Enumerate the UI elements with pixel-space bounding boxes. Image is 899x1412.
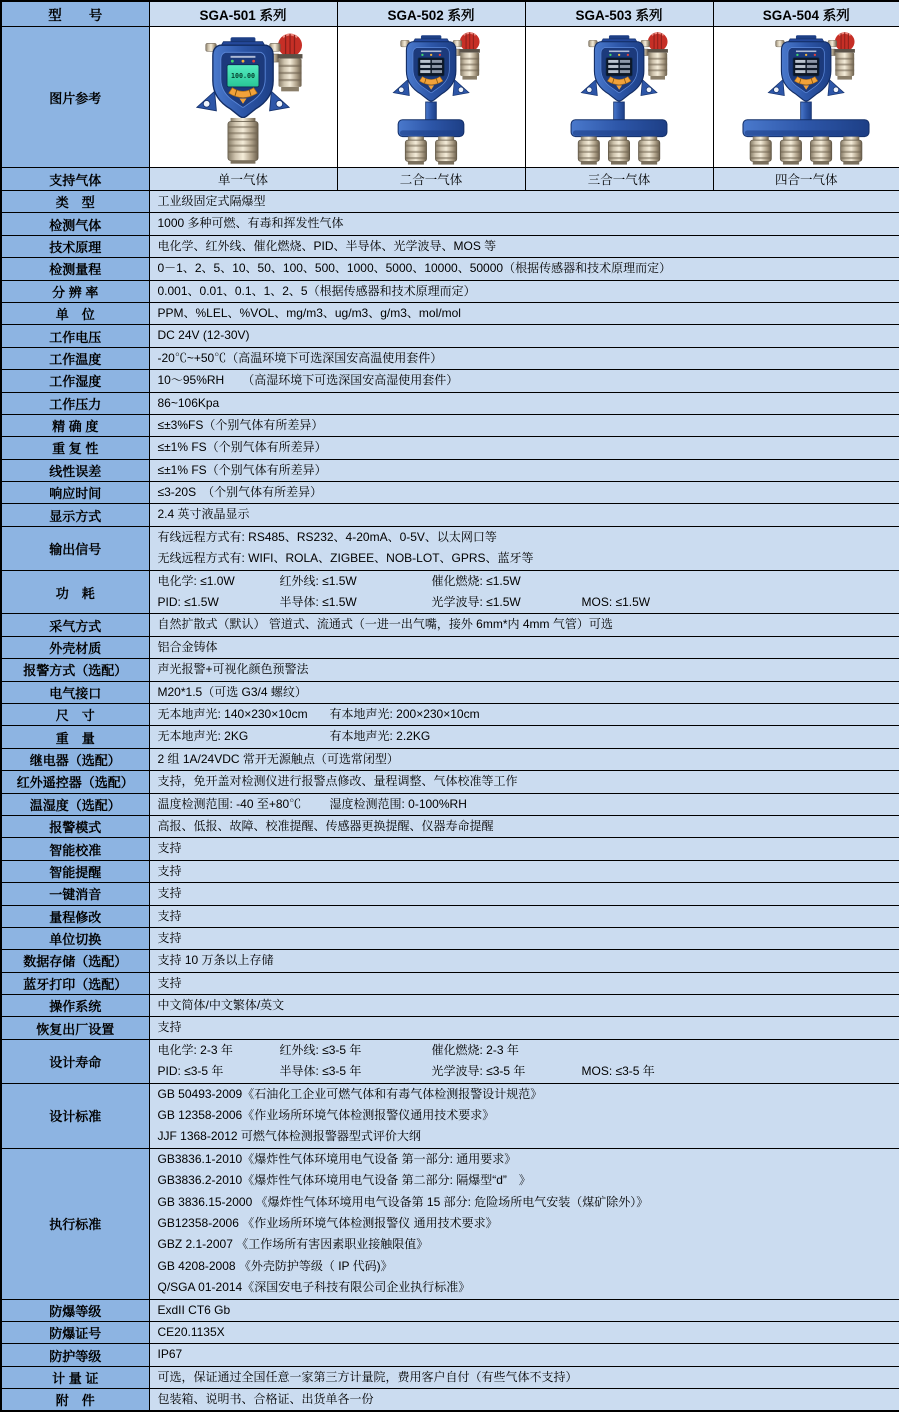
spec-label: 蓝牙打印（选配） [1,972,149,994]
spec-value-line: 1000 多种可燃、有毒和挥发性气体 [157,216,344,231]
spec-label: 电气接口 [1,681,149,703]
spec-value-line [158,1061,898,1082]
spec-value-line: 无线远程方式有: WIFI、ROLA、ZIGBEE、NOB-LOT、GPRS、蓝牙等 [157,551,534,566]
spec-label: 重 复 性 [1,437,149,459]
spec-label: 工作电压 [1,325,149,347]
header-label-model: 型 号 [1,1,149,27]
header-row [1,1,899,27]
spec-label: 数据存储（选配） [1,950,149,972]
spec-value-segment: 有本地声光: 2.2KG [329,729,431,744]
spec-value-segment: 电化学: ≤1.0W [157,573,235,588]
spec-value [149,1366,899,1388]
spec-row [1,1299,899,1321]
spec-value [149,659,899,681]
spec-value-line: GB 50493-2009《石油化工企业可燃气体和有毒气体检测报警设计规范》 [157,1086,543,1101]
spec-label: 报警模式 [1,815,149,837]
spec-value-line [158,726,898,747]
spec-value-segment: PID: ≤1.5W [157,595,219,610]
spec-label: 量程修改 [1,905,149,927]
spec-row [1,793,899,815]
spec-row [1,1039,899,1083]
spec-value [149,927,899,949]
spec-row [1,860,899,882]
spec-row [1,280,899,302]
spec-row [1,235,899,257]
spec-value-line: 有线远程方式有: RS485、RS232、4-20mA、0-5V、以太网口等 [157,529,497,544]
spec-value [149,681,899,703]
spec-value-line: 2.4 英寸液晶显示 [157,507,250,522]
spec-value-line: GB3836.1-2010《爆炸性气体环境用电气设备 第一部分: 通用要求》 [157,1151,517,1166]
spec-row [1,1366,899,1388]
spec-value-line: 电化学、红外线、催化燃烧、PID、半导体、光学波导、MOS 等 [157,238,497,253]
spec-row [1,636,899,658]
spec-value-line: M20*1.5（可选 G3/4 螺纹） [157,684,307,699]
spec-label: 功 耗 [1,570,149,614]
supported-gas-value: 二合一气体 [337,168,525,191]
spec-value-line: 支持 [157,975,182,990]
spec-value-segment: 温度检测范围: -40 至+80℃ [157,796,302,811]
spec-label: 设计标准 [1,1083,149,1148]
spec-value-line: Q/SGA 01-2014《深国安电子科技有限公司企业执行标准》 [157,1280,471,1295]
spec-label: 防护等级 [1,1344,149,1366]
spec-label: 单位切换 [1,927,149,949]
spec-label: 工作湿度 [1,370,149,392]
spec-value-line: GB 12358-2006《作业场所环境气体检测报警仪通用技术要求》 [157,1108,495,1123]
spec-label: 继电器（选配） [1,748,149,770]
spec-value-line: ≤±3%FS（个别气体有所差异） [157,417,324,432]
spec-label: 一键消音 [1,883,149,905]
spec-value [149,191,899,213]
spec-value [149,793,899,815]
spec-value-segment: PID: ≤3-5 年 [157,1064,224,1079]
spec-value-line [158,571,898,592]
spec-value-segment: 红外线: ≤1.5W [279,573,357,588]
spec-value-line: PPM、%LEL、%VOL、mg/m3、ug/m3、g/m3、mol/mol [157,305,461,320]
spec-label: 红外遥控器（选配） [1,771,149,793]
spec-row [1,995,899,1017]
spec-row [1,347,899,369]
spec-value-segment: 无本地声光: 2KG [157,729,249,744]
spec-label: 单 位 [1,302,149,324]
supported-gas-label: 支持气体 [1,168,149,191]
spec-row [1,703,899,725]
header-model-sga501: SGA-501 系列 [149,1,337,27]
spec-row [1,302,899,324]
spec-value [149,437,899,459]
spec-value-line: 高报、低报、故障、校准提醒、传感器更换提醒、仪器寿命提醒 [157,818,494,833]
spec-label: 精 确 度 [1,414,149,436]
header-model-sga502: SGA-502 系列 [337,1,525,27]
spec-label: 检测量程 [1,258,149,280]
spec-label: 执行标准 [1,1148,149,1299]
image-row-label: 图片参考 [1,27,149,168]
spec-label: 尺 寸 [1,703,149,725]
gas-detector-image [149,27,337,168]
spec-value-line: 支持，免开盖对检测仪进行报警点修改、量程调整、气体校准等工作 [157,774,518,789]
spec-value [149,1148,899,1299]
spec-value [149,1321,899,1343]
spec-row [1,213,899,235]
spec-row [1,392,899,414]
spec-label: 重 量 [1,726,149,748]
spec-label: 报警方式（选配） [1,659,149,681]
spec-value-line: 2 组 1A/24VDC 常开无源触点（可选常闭型） [157,751,399,766]
spec-label: 防爆证号 [1,1321,149,1343]
spec-value-line: 10～95%RH （高湿环境下可选深国安高湿使用套件） [157,373,459,388]
spec-value-segment: MOS: ≤3-5 年 [581,1064,655,1079]
spec-row [1,950,899,972]
spec-label: 设计寿命 [1,1039,149,1083]
spec-value-line: IP67 [157,1347,183,1362]
spec-row [1,414,899,436]
spec-value-line: 包装箱、说明书、合格证、出货单各一份 [157,1392,374,1407]
spec-value [149,614,899,636]
spec-value-line [158,1040,898,1061]
spec-label: 附 件 [1,1389,149,1412]
spec-value [149,726,899,748]
spec-value [149,1344,899,1366]
spec-value-line: GB3836.2-2010《爆炸性气体环境用电气设备 第二部分: 隔爆型“d” 》 [157,1173,531,1188]
gas-detector-image [525,27,713,168]
spec-row [1,526,899,570]
spec-label: 智能提醒 [1,860,149,882]
spec-value-line: 支持 [157,908,182,923]
spec-label: 工作压力 [1,392,149,414]
spec-value [149,995,899,1017]
spec-value [149,213,899,235]
spec-row [1,482,899,504]
spec-row [1,614,899,636]
spec-row [1,370,899,392]
spec-value-line: 支持 10 万条以上存储 [157,953,274,968]
spec-row [1,815,899,837]
spec-value [149,370,899,392]
spec-row [1,191,899,213]
gas-detector-image [337,27,525,168]
spec-value [149,748,899,770]
spec-value-line: ≤±1% FS（个别气体有所差异） [157,462,327,477]
spec-value [149,392,899,414]
header-model-sga504: SGA-504 系列 [713,1,899,27]
spec-value-line: 0－1、2、5、10、50、100、500、1000、5000、10000、50000（根据传感器和技术原理而定） [157,261,672,276]
spec-value [149,258,899,280]
spec-value-segment: 无本地声光: 140×230×10cm [157,706,308,721]
spec-row [1,437,899,459]
spec-row [1,972,899,994]
svg-text:100.00: 100.00 [231,72,255,81]
spec-value-line: 中文简体/中文繁体/英文 [157,998,285,1013]
spec-value-line: ExdII CT6 Gb [157,1302,231,1317]
spec-label: 输出信号 [1,526,149,570]
spec-label: 线性误差 [1,459,149,481]
spec-row [1,726,899,748]
spec-value [149,325,899,347]
spec-value-line: CE20.1135X [157,1324,225,1339]
spec-value-segment: 电化学: 2-3 年 [157,1042,233,1057]
spec-row [1,1017,899,1039]
spec-value-line [158,704,898,725]
spec-value-line: 86~106Kpa [157,395,220,410]
spec-label: 恢复出厂设置 [1,1017,149,1039]
spec-value [149,771,899,793]
spec-row [1,659,899,681]
spec-value-line: GB 3836.15-2000 《爆炸性气体环境用电气设备第 15 部分: 危险场所电气安装（煤矿除外）》 [157,1194,649,1209]
spec-value [149,905,899,927]
spec-value [149,302,899,324]
spec-value-line: 铝合金铸体 [157,639,218,654]
spec-value [149,1389,899,1412]
spec-value-line: ≤±1% FS（个别气体有所差异） [157,440,327,455]
spec-value [149,280,899,302]
spec-value-segment: 有本地声光: 200×230×10cm [329,706,480,721]
spec-value [149,703,899,725]
spec-row [1,748,899,770]
spec-row [1,1083,899,1148]
spec-value [149,1083,899,1148]
spec-value-line: 可选，保证通过全国任意一家第三方计量院，费用客户自付（有些气体不支持） [157,1369,578,1384]
gas-detector-image [713,27,899,168]
spec-value-line: 支持 [157,863,182,878]
spec-value [149,482,899,504]
spec-value [149,815,899,837]
spec-value [149,504,899,526]
spec-label: 操作系统 [1,995,149,1017]
spec-row [1,927,899,949]
spec-label: 温湿度（选配） [1,793,149,815]
spec-label: 采气方式 [1,614,149,636]
spec-value [149,1299,899,1321]
spec-row [1,883,899,905]
spec-value-segment: 半导体: ≤3-5 年 [279,1064,362,1079]
spec-value-segment: 湿度检测范围: 0-100%RH [329,796,467,811]
spec-value [149,950,899,972]
spec-label: 检测气体 [1,213,149,235]
spec-value-line: GBZ 2.1-2007 《工作场所有害因素职业接触限值》 [157,1237,429,1252]
spec-label: 工作温度 [1,347,149,369]
spec-row [1,1389,899,1412]
spec-value-line: JJF 1368-2012 可燃气体检测报警器型式评价大纲 [157,1129,421,1144]
spec-value-line: ≤3-20S （个别气体有所差异） [157,485,323,500]
spec-value-line [158,592,898,613]
spec-value-segment: 催化燃烧: 2-3 年 [431,1042,519,1057]
spec-label: 外壳材质 [1,636,149,658]
spec-value [149,570,899,614]
spec-value [149,972,899,994]
spec-row [1,504,899,526]
spec-label: 响应时间 [1,482,149,504]
spec-value-segment: 催化燃烧: ≤1.5W [431,573,521,588]
spec-value-line: 0.001、0.01、0.1、1、2、5（根据传感器和技术原理而定） [157,283,476,298]
spec-value-line: 自然扩散式（默认） 管道式、流通式（一进一出气嘴，接外 6mm*内 4mm 气管）可选 [157,617,613,632]
spec-row [1,1148,899,1299]
spec-value [149,883,899,905]
header-model-sga503: SGA-503 系列 [525,1,713,27]
spec-value-line: 支持 [157,886,182,901]
spec-row [1,459,899,481]
spec-row [1,570,899,614]
spec-value [149,414,899,436]
spec-row [1,771,899,793]
spec-label: 技术原理 [1,235,149,257]
spec-value [149,1017,899,1039]
spec-value [149,459,899,481]
spec-value-segment: 红外线: ≤3-5 年 [279,1042,362,1057]
spec-row [1,905,899,927]
spec-value-line: 声光报警+可视化颜色预警法 [157,662,309,677]
supported-gas-value: 单一气体 [149,168,337,191]
spec-value [149,235,899,257]
supported-gas-row [1,168,899,191]
spec-label: 显示方式 [1,504,149,526]
spec-label: 防爆等级 [1,1299,149,1321]
spec-label: 类 型 [1,191,149,213]
spec-value-line: DC 24V (12-30V) [157,328,250,343]
spec-value-line: -20℃~+50℃（高温环境下可选深国安高温使用套件） [157,350,443,365]
supported-gas-value: 三合一气体 [525,168,713,191]
spec-value-segment: MOS: ≤1.5W [581,595,651,610]
spec-value [149,1039,899,1083]
spec-value-line: GB 4208-2008 《外壳防护等级（ IP 代码)》 [157,1258,393,1273]
spec-value-segment: 光学波导: ≤3-5 年 [431,1064,526,1079]
spec-value-line [158,794,898,815]
spec-row [1,681,899,703]
spec-row [1,838,899,860]
spec-row [1,1344,899,1366]
spec-value [149,636,899,658]
spec-value-line: 支持 [157,930,182,945]
spec-label: 计 量 证 [1,1366,149,1388]
spec-label: 分 辨 率 [1,280,149,302]
supported-gas-value: 四合一气体 [713,168,899,191]
spec-value [149,526,899,570]
spec-value [149,347,899,369]
spec-label: 智能校准 [1,838,149,860]
spec-value-line: 工业级固定式隔爆型 [157,194,266,208]
image-row [1,27,899,168]
spec-row [1,325,899,347]
spec-value-line: 支持 [157,841,182,856]
spec-value-line: GB12358-2006 《作业场所环境气体检测报警仪 通用技术要求》 [157,1215,498,1230]
spec-value-segment: 半导体: ≤1.5W [279,595,357,610]
spec-value-line: 支持 [157,1020,182,1035]
spec-value [149,838,899,860]
spec-row [1,258,899,280]
spec-value [149,860,899,882]
spec-row [1,1321,899,1343]
spec-value-segment: 光学波导: ≤1.5W [431,595,521,610]
